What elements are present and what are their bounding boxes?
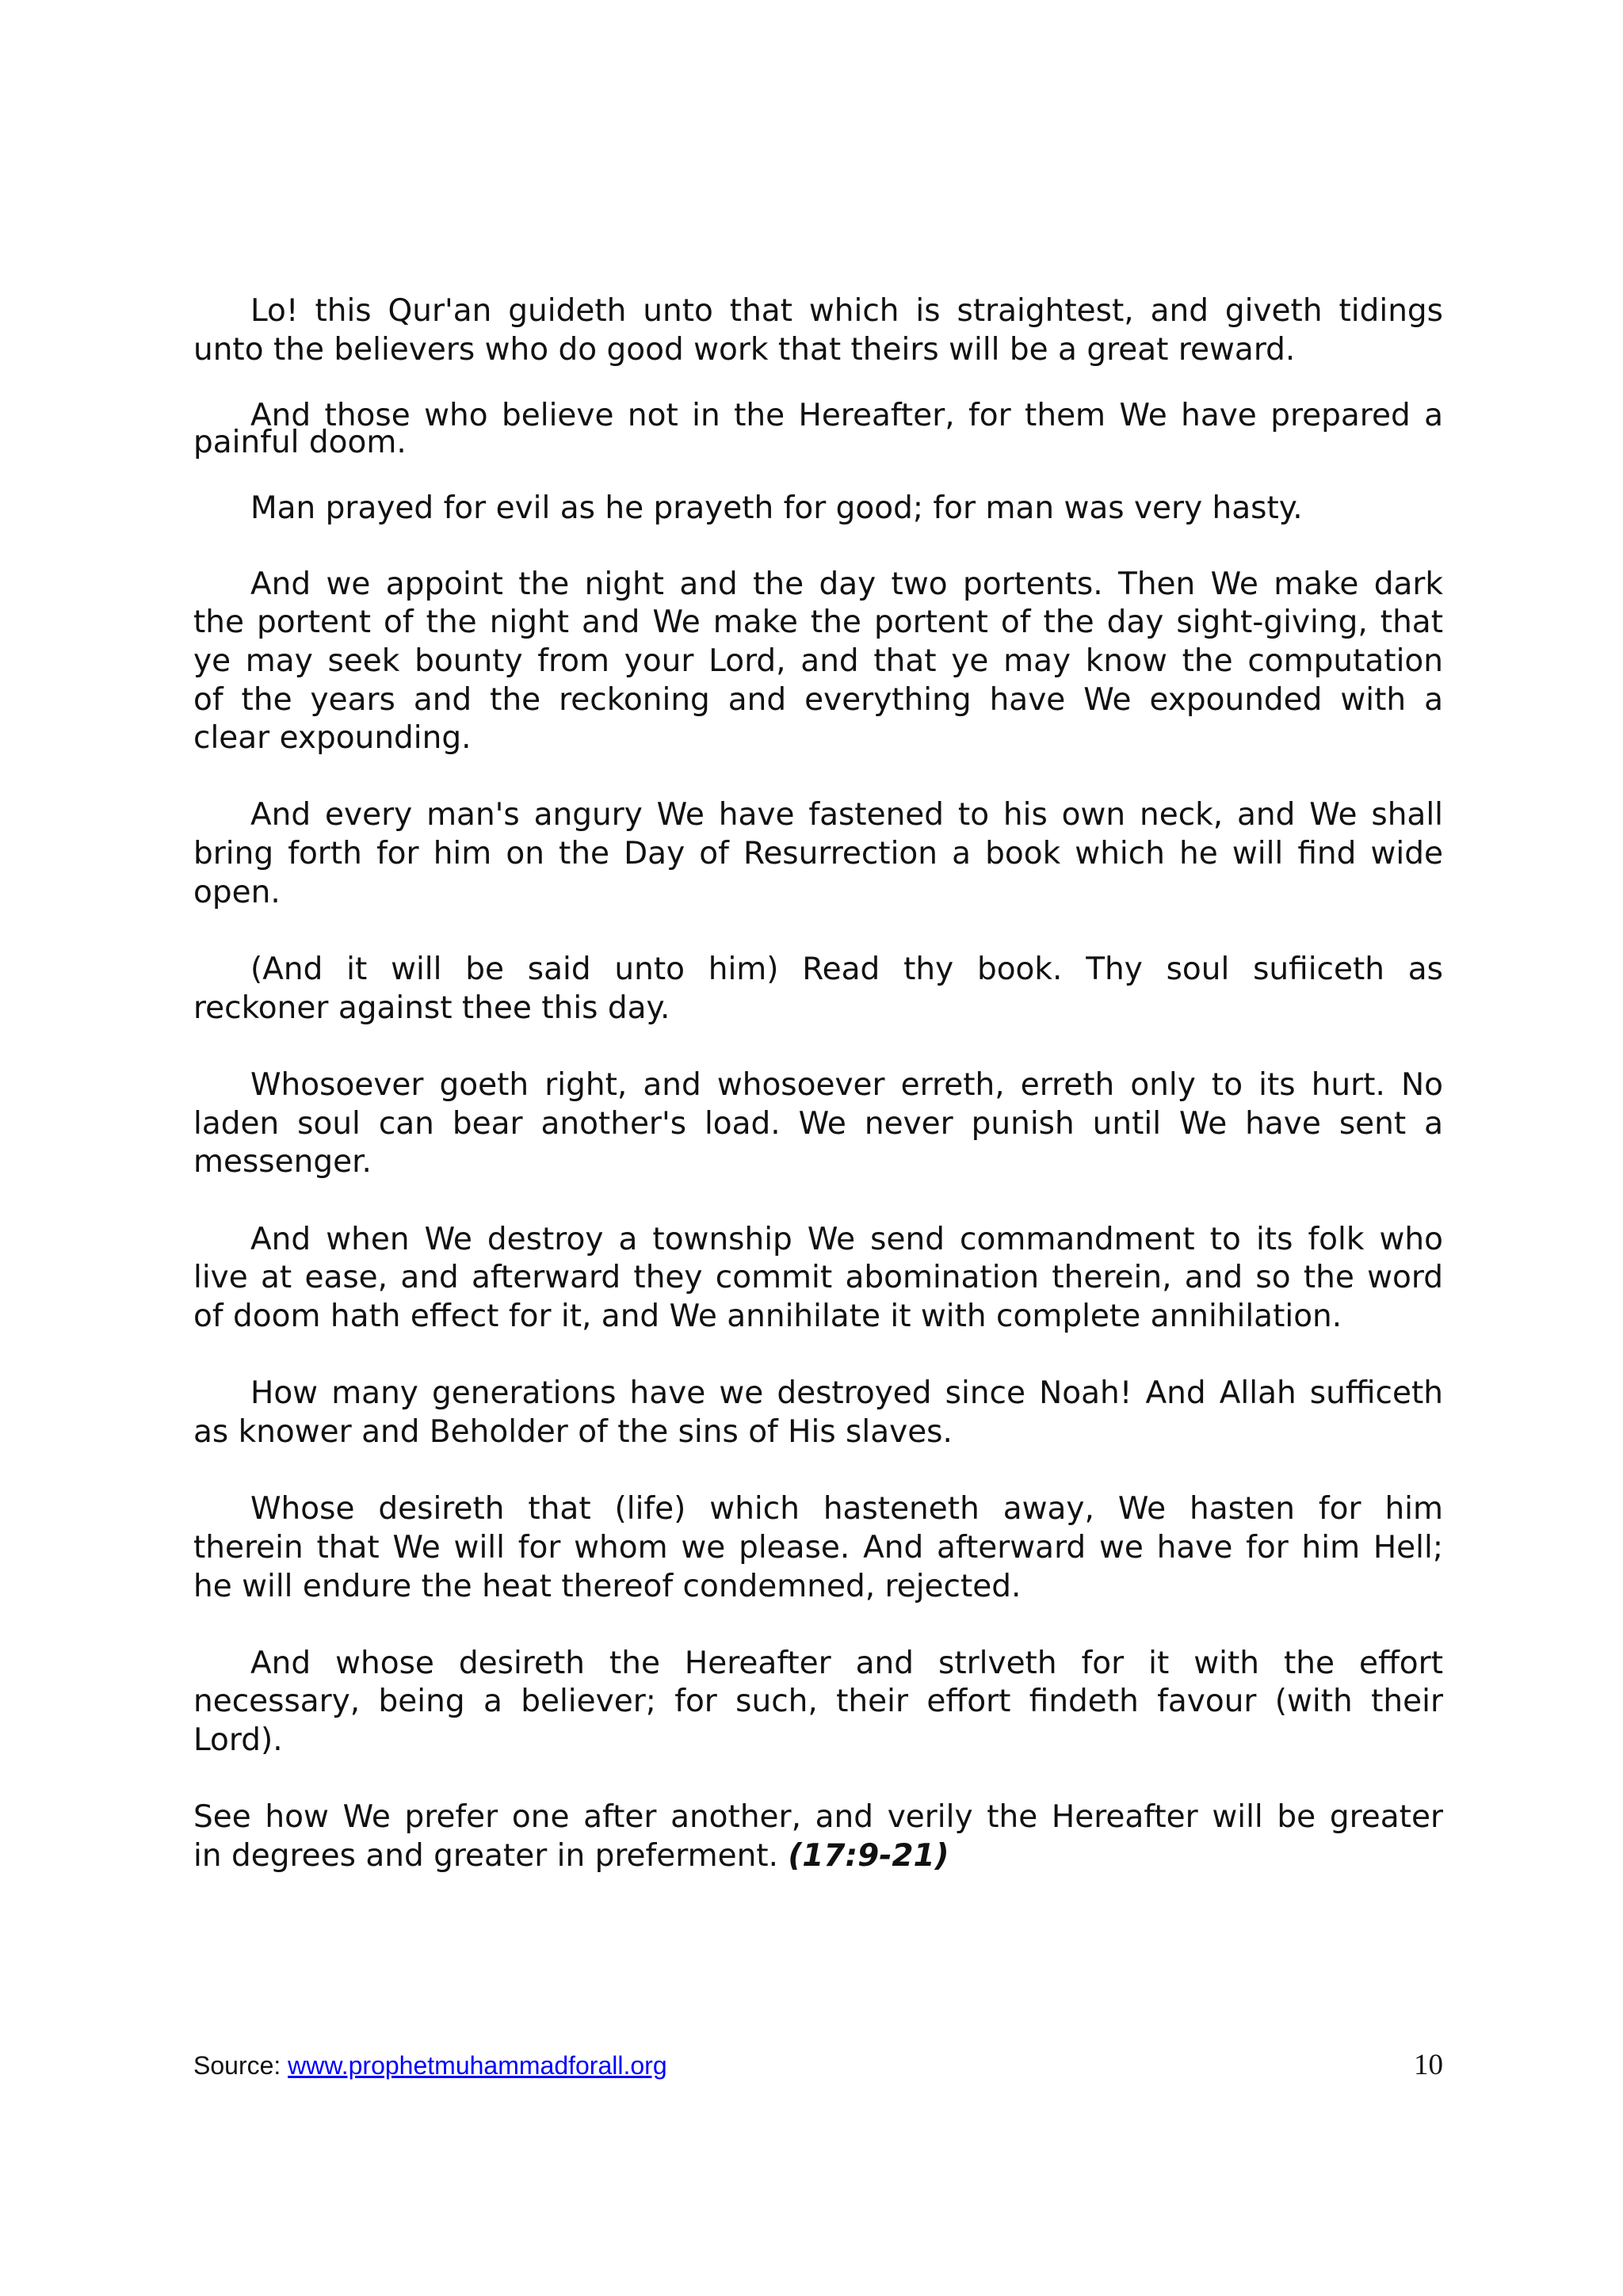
text-line: painful doom. <box>193 425 407 461</box>
text-line: (And it will be said unto him) Read thy book. Thy soul sufiiceth as <box>250 952 1443 988</box>
closing-paragraph <box>193 1798 1443 1875</box>
text-line: ye may seek bounty from your Lord, and that ye may know the computation <box>193 643 1443 679</box>
text-line: Whosoever goeth right, and whosoever erreth, erreth only to its hurt. No <box>250 1067 1443 1104</box>
text-line: necessary, being a believer; for such, their effort findeth favour (with their <box>193 1684 1443 1720</box>
page-number: 10 <box>1414 2049 1443 2081</box>
paragraph <box>193 490 1443 528</box>
text-line: therein that We will for whom we please. And afterward we have for him Hell; <box>193 1529 1443 1566</box>
text-line: bring forth for him on the Day of Resurrection a book which he will find wide <box>193 836 1443 872</box>
paragraph <box>193 292 1443 369</box>
text-line-with-reference <box>193 1837 1443 1876</box>
text-line: reckoner against thee this day. <box>193 990 670 1026</box>
paragraph <box>193 796 1443 912</box>
document-body <box>193 292 1443 1876</box>
text-line: as knower and Beholder of the sins of His slaves. <box>193 1413 953 1450</box>
text-line: of doom hath effect for it, and We annihilate it with complete annihilation. <box>193 1298 1342 1334</box>
verse-reference: (17:9-21) <box>788 1838 949 1875</box>
text-line: open. <box>193 874 281 910</box>
text-line: the portent of the night and We make the portent of the day sight-giving, that <box>193 605 1443 641</box>
text-line: clear expounding. <box>193 720 472 757</box>
text-line: Lo! this Qur'an guideth unto that which is straightest, and giveth tidings <box>250 293 1443 329</box>
text-line: of the years and the reckoning and everything have We expounded with a <box>193 681 1443 718</box>
source-line <box>193 2050 667 2081</box>
paragraph <box>193 1375 1443 1451</box>
text-line: Whose desireth that (life) which hasteneth away, We hasten for him <box>250 1491 1443 1527</box>
text-line: unto the believers who do good work that theirs will be a great reward. <box>193 331 1296 368</box>
page-footer <box>193 2050 1443 2081</box>
text-line: And every man's angury We have fastened to his own neck, and We shall <box>250 797 1443 833</box>
text-line: See how We prefer one after another, and verily the Hereafter will be greater <box>193 1799 1443 1836</box>
source-link[interactable]: www.prophetmuhammadforall.org <box>288 2051 667 2080</box>
paragraph <box>193 1221 1443 1337</box>
text-line: Lord). <box>193 1722 283 1759</box>
text-line: And we appoint the night and the day two portents. Then We make dark <box>250 566 1443 602</box>
text-line: And when We destroy a township We send commandment to its folk who <box>250 1221 1443 1257</box>
paragraph <box>193 951 1443 1028</box>
text-line: in degrees and greater in preferment. <box>193 1838 778 1875</box>
paragraph <box>193 1066 1443 1182</box>
text-line: How many generations have we destroyed since Noah! And Allah sufficeth <box>250 1375 1443 1412</box>
text-line: Man prayed for evil as he prayeth for good; for man was very hasty. <box>250 490 1303 527</box>
text-line: he will endure the heat thereof condemned, rejected. <box>193 1568 1022 1604</box>
text-line: live at ease, and afterward they commit abomination therein, and so the word <box>193 1260 1443 1296</box>
text-line: And those who believe not in the Hereafter, for them We have prepared a <box>250 398 1443 434</box>
paragraph <box>193 397 1443 463</box>
text-line: messenger. <box>193 1144 372 1180</box>
text-line: laden soul can bear another's load. We never punish until We have sent a <box>193 1105 1443 1142</box>
text-line: And whose desireth the Hereafter and strlveth for it with the effort <box>250 1645 1443 1681</box>
paragraph <box>193 1490 1443 1606</box>
paragraph <box>193 566 1443 758</box>
source-label: Source: <box>193 2051 281 2080</box>
paragraph <box>193 1645 1443 1760</box>
